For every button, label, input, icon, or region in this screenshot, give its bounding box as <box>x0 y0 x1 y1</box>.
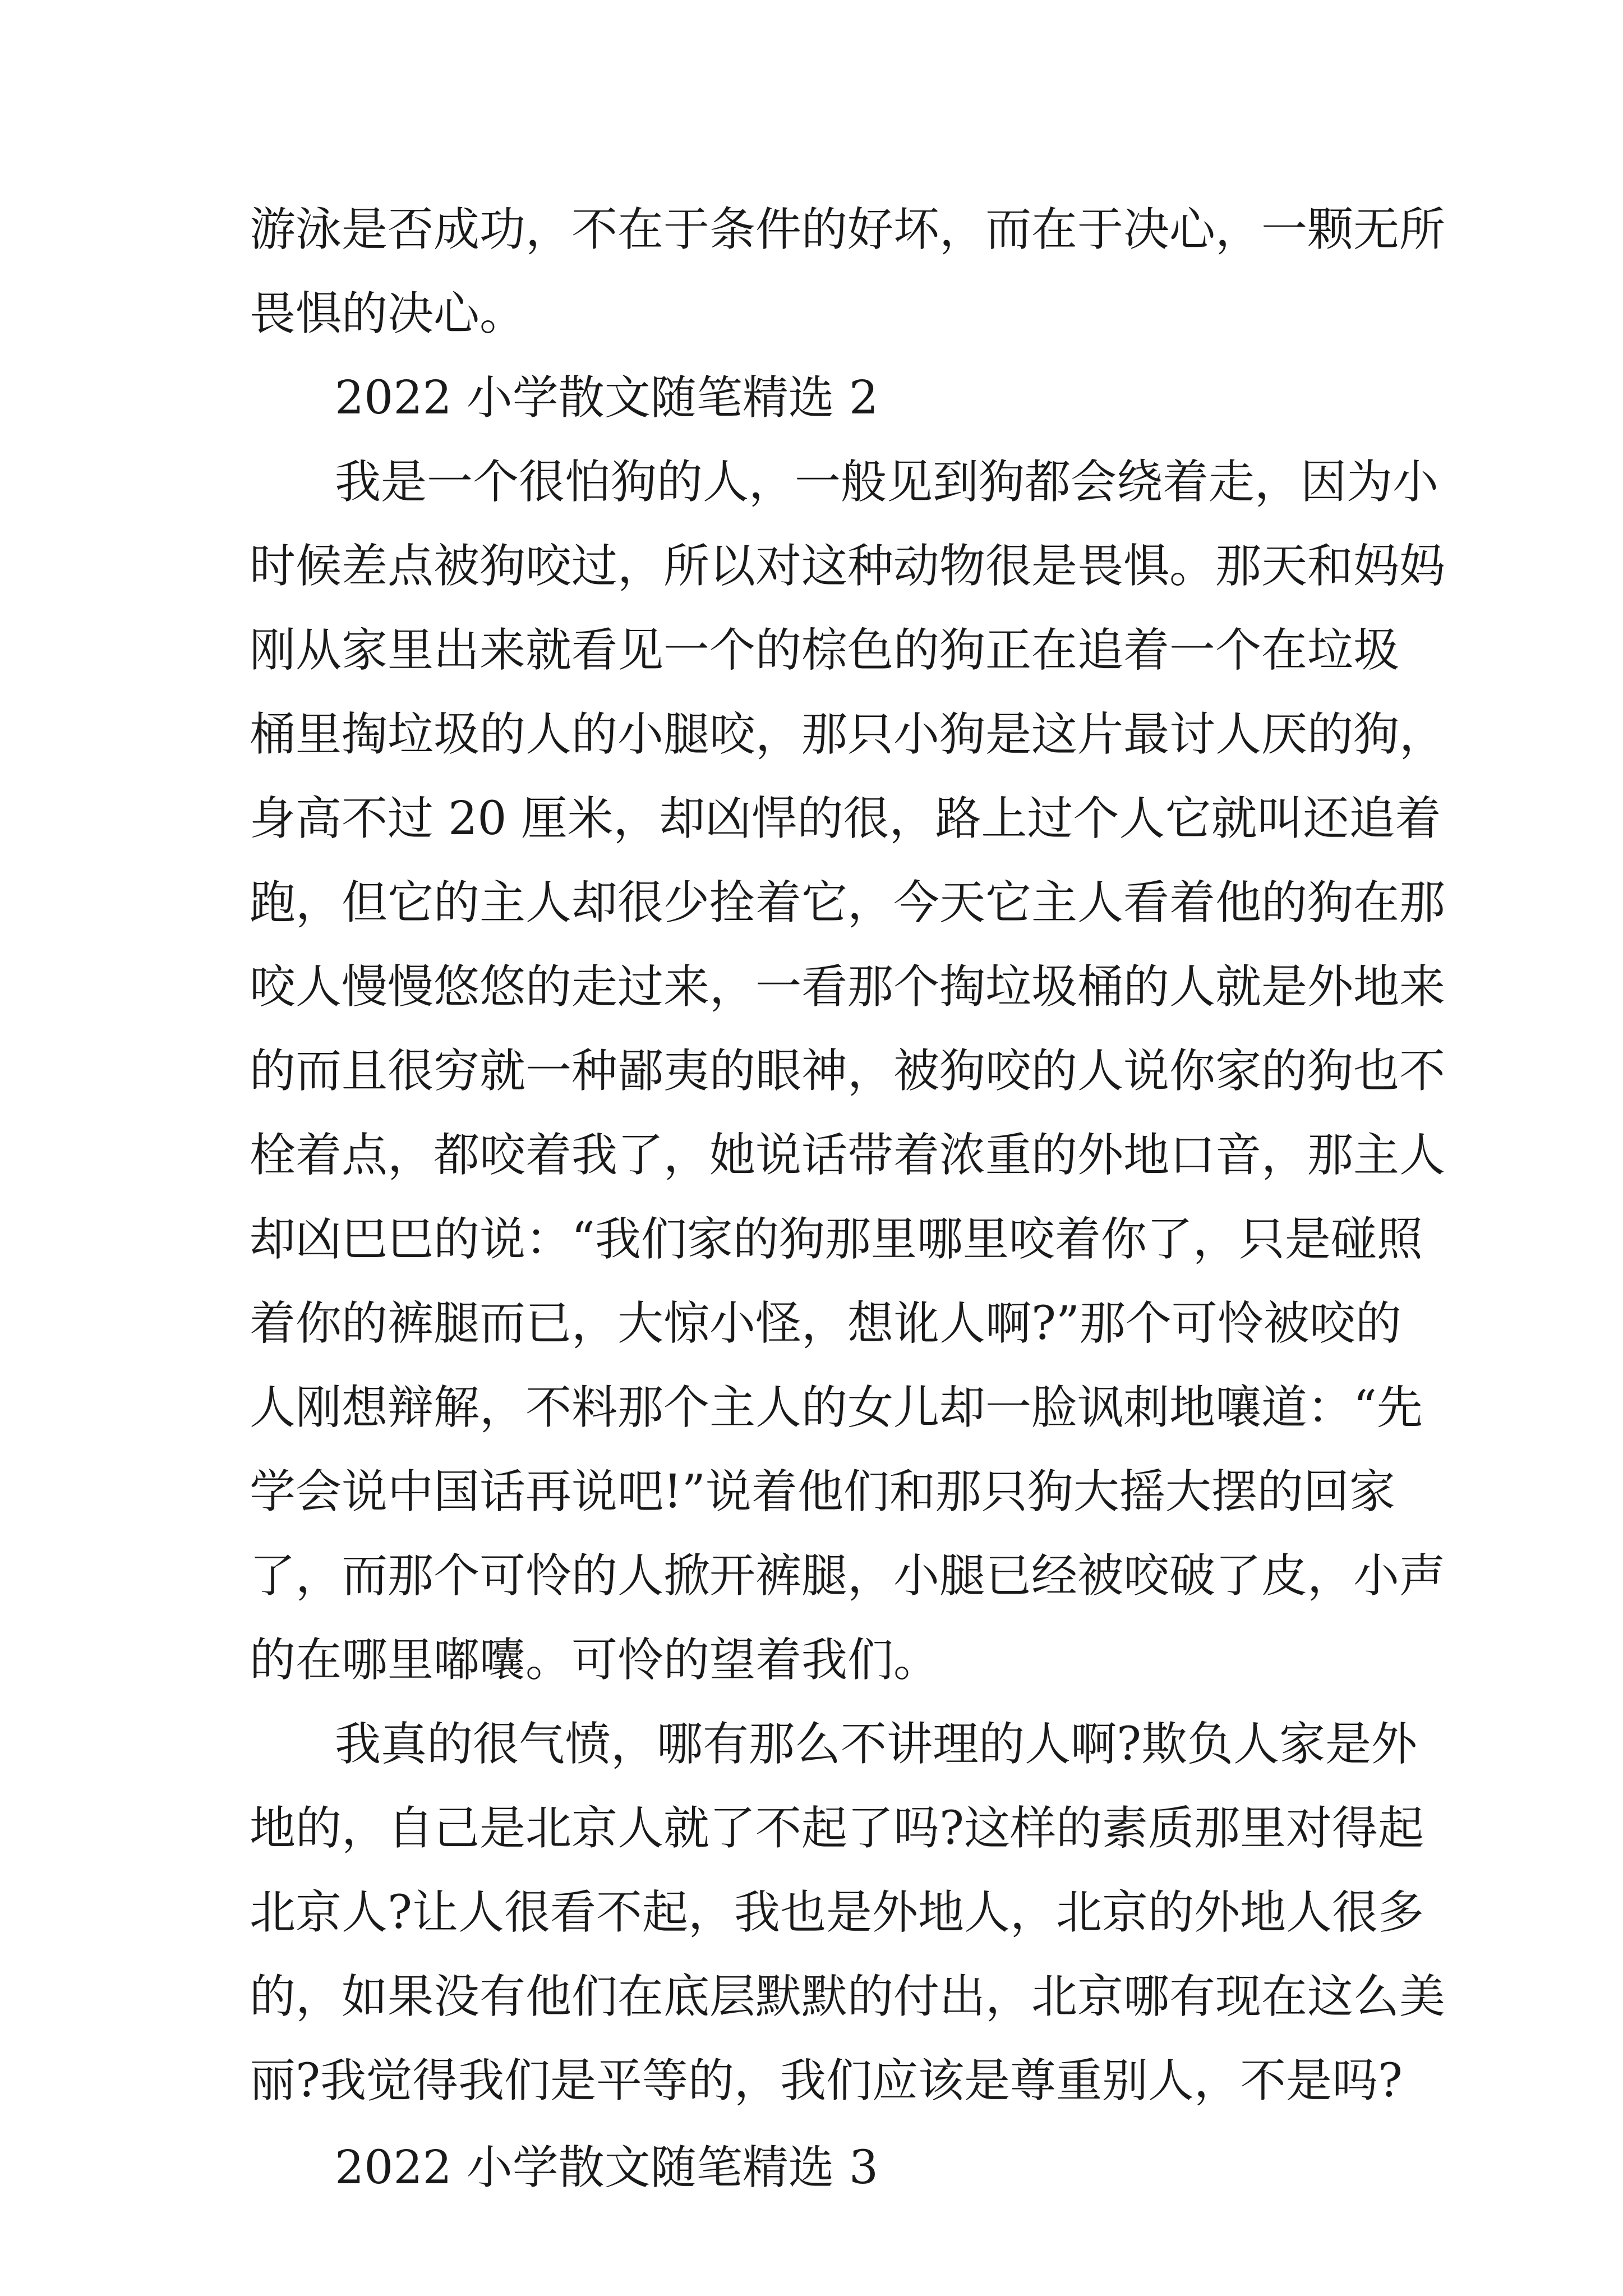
text-line: 时候差点被狗咬过，所以对这种动物很是畏惧。那天和妈妈 <box>250 540 1446 593</box>
text-line: 栓着点，都咬着我了，她说话带着浓重的外地口音，那主人 <box>250 1129 1446 1182</box>
text-line: 丽?我觉得我们是平等的，我们应该是尊重别人，不是吗? <box>250 2054 1403 2108</box>
section-heading: 2022 小学散文随笔精选 2 <box>335 371 878 425</box>
text-line: 畏惧的决心。 <box>250 287 526 341</box>
text-line: 跑，但它的主人却很少拴着它，今天它主人看着他的狗在那 <box>250 876 1446 930</box>
text-line: 游泳是否成功，不在于条件的好坏，而在于决心，一颗无所 <box>250 203 1446 256</box>
section-heading: 2022 小学散文随笔精选 3 <box>335 2141 878 2194</box>
text-line: 人刚想辩解，不料那个主人的女儿却一脸讽刺地嚷道：“先 <box>250 1381 1423 1434</box>
text-line: 学会说中国话再说吧!”说着他们和那只狗大摇大摆的回家 <box>250 1465 1395 1519</box>
text-line: 桶里掏垃圾的人的小腿咬，那只小狗是这片最讨人厌的狗， <box>250 708 1446 761</box>
text-line: 着你的裤腿而已，大惊小怪，想讹人啊?”那个可怜被咬的 <box>250 1297 1401 1350</box>
text-line: 身高不过 20 厘米，却凶悍的很，路上过个人它就叫还追着 <box>250 792 1441 845</box>
text-line: 我真的很气愤，哪有那么不讲理的人啊?欺负人家是外 <box>335 1718 1417 1771</box>
text-line: 我是一个很怕狗的人，一般见到狗都会绕着走，因为小 <box>335 455 1439 509</box>
text-line: 了，而那个可怜的人掀开裤腿，小腿已经被咬破了皮，小声 <box>250 1549 1446 1603</box>
text-line: 刚从家里出来就看见一个的棕色的狗正在追着一个在垃圾 <box>250 624 1400 677</box>
text-line: 却凶巴巴的说：“我们家的狗那里哪里咬着你了，只是碰照 <box>250 1213 1423 1266</box>
text-line: 咬人慢慢悠悠的走过来，一看那个掏垃圾桶的人就是外地来 <box>250 960 1446 1014</box>
text-line: 的在哪里嘟囔。可怜的望着我们。 <box>250 1634 940 1687</box>
text-line: 的而且很穷就一种鄙夷的眼神，被狗咬的人说你家的狗也不 <box>250 1045 1446 1098</box>
text-line: 的，如果没有他们在底层默默的付出，北京哪有现在这么美 <box>250 1970 1446 2023</box>
text-line: 北京人?让人很看不起，我也是外地人，北京的外地人很多 <box>250 1886 1424 1939</box>
text-line: 地的，自己是北京人就了不起了吗?这样的素质那里对得起 <box>250 1802 1424 1855</box>
